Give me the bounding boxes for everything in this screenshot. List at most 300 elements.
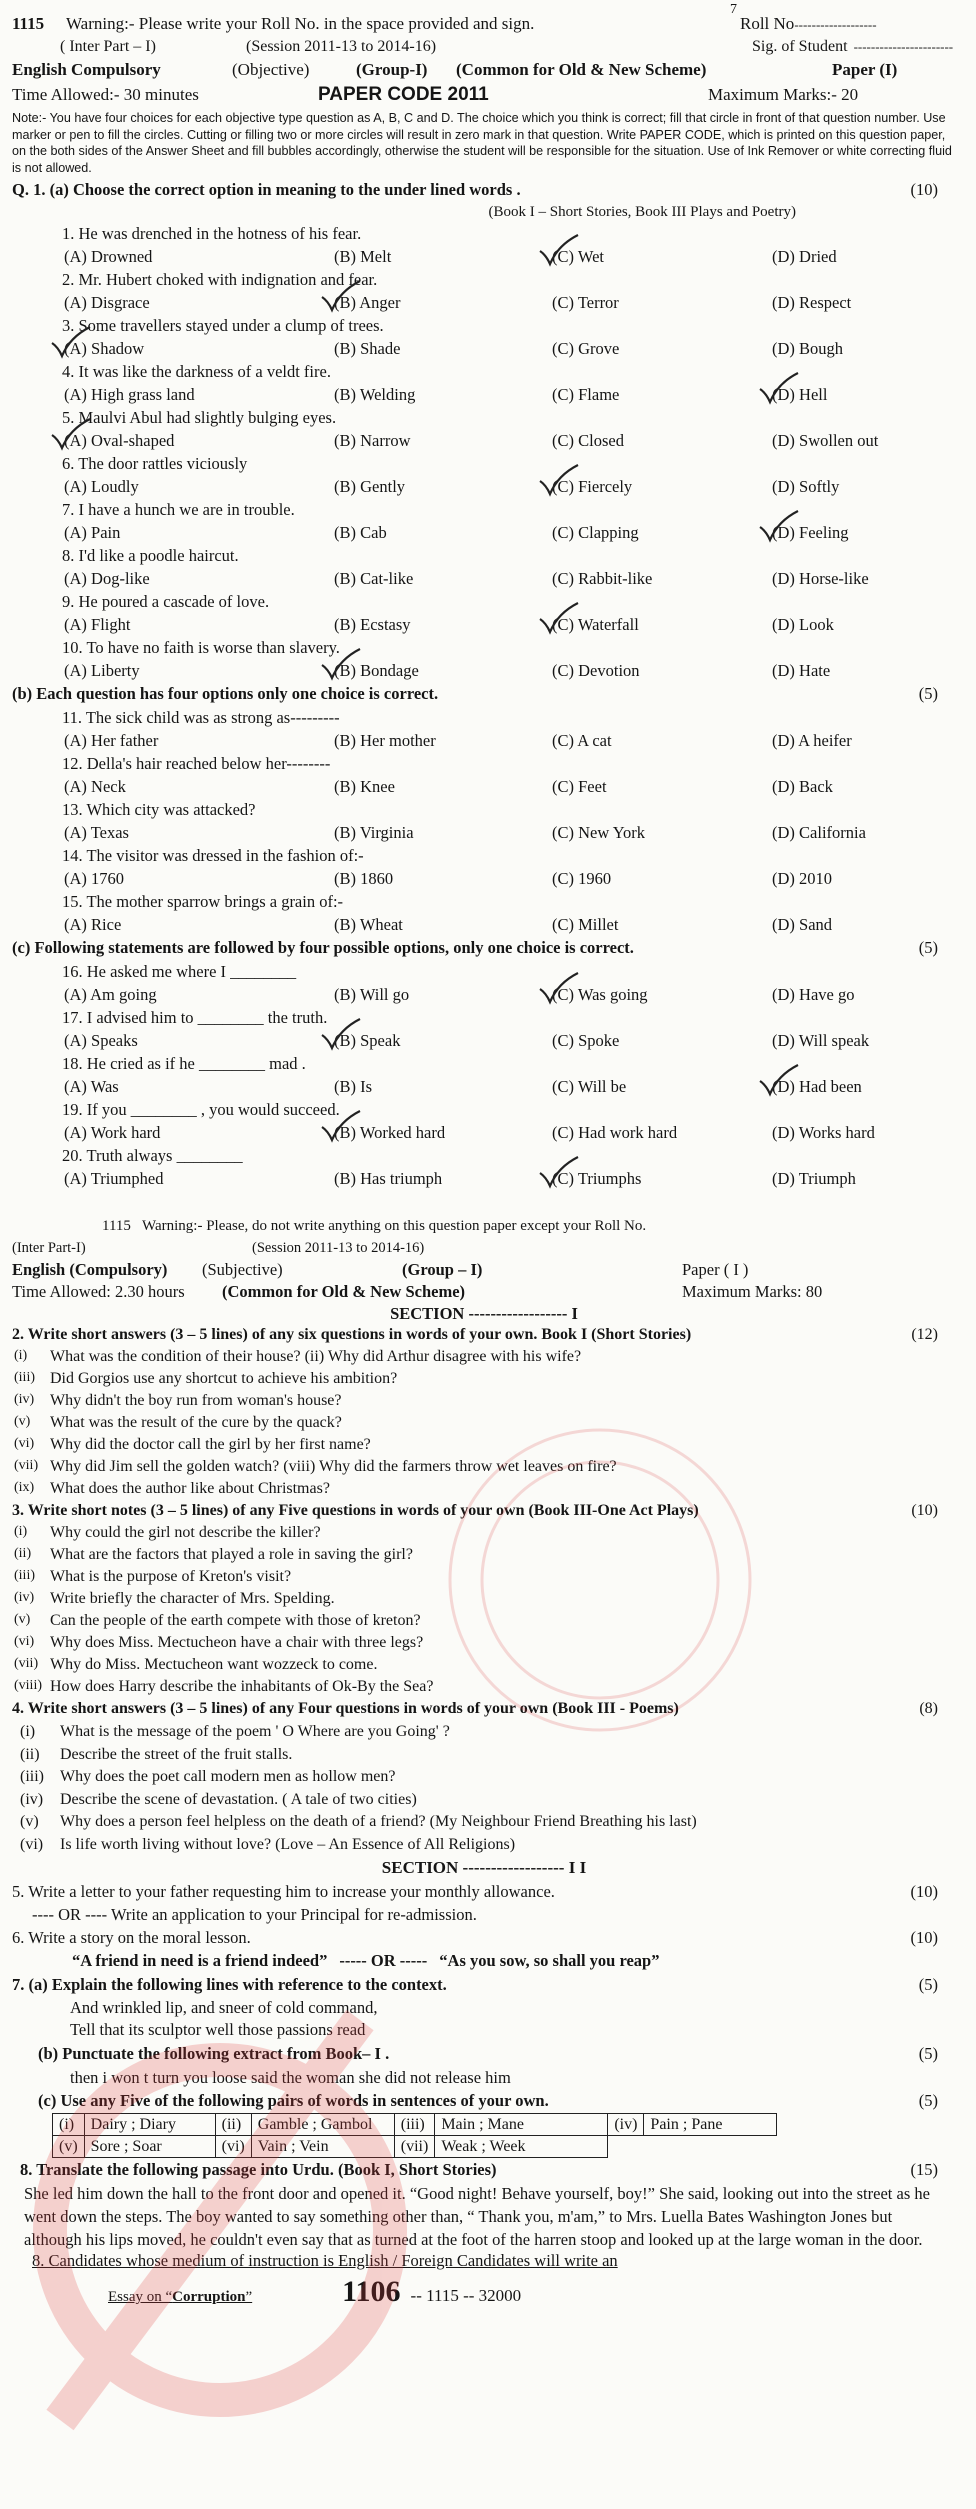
objective-header-line4 [12,84,956,108]
q7b-marks: (5) [918,2044,938,2063]
option-text: (A) Liberty [64,660,140,680]
options-row [12,777,956,801]
sub-question-number: (v) [14,1414,31,1429]
sub-question [12,1813,956,1836]
options-row [12,1031,956,1055]
option-text: (B) Narrow [334,430,411,450]
q6-or: ----- OR ----- [339,1951,428,1970]
option-d [772,1077,862,1097]
subjective-session: (Session 2011-13 to 2014-16) [252,1240,425,1256]
sub-question-text: Why did the doctor call the girl by her first name? [50,1436,371,1453]
option-c [552,615,639,635]
q5-marks: (10) [910,1882,938,1901]
option-a [64,985,157,1005]
sub-question-text: How does Harry describe the inhabitants of Ok-By the Sea? [50,1678,434,1695]
option-c [552,431,624,451]
option-text: (C) Devotion [552,660,640,680]
sub-question [12,1723,956,1746]
options-row [12,477,956,501]
option-b [334,777,395,797]
option-text: (A) Neck [64,776,126,796]
option-text: (C) Closed [552,430,624,450]
q2-heading-row [12,1326,956,1348]
maximum-marks: Maximum Marks:- 20 [708,85,859,104]
options-row [12,523,956,547]
pair-words: Gamble ; Gambol [251,2114,394,2136]
q6-moral-two: “As you sow, so shall you reap” [439,1951,660,1970]
option-text: (A) Oval-shaped [64,430,175,450]
option-text: (A) Loudly [64,476,139,496]
roll-no-label: Roll No [740,14,795,33]
options-row [12,339,956,363]
option-text: (A) Disgrace [64,292,150,312]
q8-passage: She led him down the hall to the front door and opened it. “Good night! Behave yourself, boy!” She said, looking out into the street as he went down the steps. The boy wanted to say something other than, “ Thank you, m'am,” to Mrs. Luella Bates Washington Jones but although his lips moved, he couldn't even say that as turned at the foot of the harren stoop and looked up at the large woman in the door. [24,2184,930,2249]
options-row [12,1123,956,1147]
question-stem: 3. Some travellers stayed under a clump of trees. [62,316,384,335]
q5-row [12,1882,956,1905]
sub-question-text: Why does a person feel helpless on the death of a friend? (My Neighbour Friend Breathing his last) [60,1813,697,1830]
q8-marks: (15) [910,2160,938,2179]
question-stem: 20. Truth always ________ [62,1146,243,1165]
q1b-question-list [12,708,956,938]
signature-blank: ----------------------- [853,39,954,54]
question-stem: 13. Which city was attacked? [62,800,256,819]
option-text: (A) High grass land [64,384,195,404]
subjective-warning: Warning:- Please, do not write anything on this question paper except your Roll No. [142,1218,647,1234]
option-b [334,477,405,497]
option-text: (A) Shadow [64,338,145,358]
option-d [772,869,832,889]
option-b [334,869,393,889]
option-text: (D) Triumph [772,1168,856,1188]
option-text: (B) Ecstasy [334,614,411,634]
option-text: (D) Look [772,614,834,634]
q7b-heading-row [12,2044,956,2068]
q7b-extract: then i won t turn you loose said the woman she did not release him [70,2068,511,2087]
option-d [772,777,833,797]
sub-question [12,1568,956,1590]
option-c [552,1169,641,1189]
sub-question-number: (iii) [14,1370,35,1385]
sub-question-number: (vi) [14,1634,35,1649]
q8-alternative: 8. Candidates whose medium of instruction is English / Foreign Candidates will write an [32,2251,618,2270]
option-c [552,1077,626,1097]
option-c [552,869,611,889]
option-d [772,385,827,405]
option-text: (C) Spoke [552,1030,620,1050]
pair-number: (iii) [394,2114,435,2136]
q1a-question-list [12,224,956,684]
sub-question-number: (ix) [14,1480,35,1495]
option-a [64,385,195,405]
options-row [12,569,956,593]
option-text: (D) A heifer [772,730,852,750]
option-text: (B) Anger [334,292,401,312]
sub-question [12,1791,956,1814]
option-text: (C) Triumphs [552,1168,642,1188]
paper-number: 1115 [12,14,45,33]
subjective-type: (Subjective) [202,1260,283,1279]
option-d [772,293,851,313]
section-two-heading: SECTION ------------------ I I [381,1858,587,1877]
q7a-heading: 7. (a) Explain the following lines with reference to the context. [12,1975,447,1994]
option-text: (B) Wheat [334,914,403,934]
sub-question-text: Describe the street of the fruit stalls. [60,1745,293,1763]
option-text: (B) Shade [334,338,401,358]
option-b [334,661,419,681]
pair-words: Weak ; Week [435,2136,608,2158]
q7a-heading-row [12,1975,956,1998]
sub-question-text: Can the people of the earth compete with those of kreton? [50,1612,421,1629]
sub-question-number: (iii) [20,1768,44,1785]
paper-label: Paper (I) [832,60,898,79]
option-a [64,1031,138,1051]
option-c [552,985,648,1005]
subjective-paper: Paper ( I ) [682,1260,749,1279]
sub-question-text: Write briefly the character of Mrs. Spelding. [50,1590,335,1607]
question-stem: 2. Mr. Hubert choked with indignation and fear. [62,270,378,289]
q3-marks: (10) [911,1502,938,1519]
sub-question-text: What was the condition of their house? (ii) Why did Arthur disagree with his wife? [50,1348,582,1365]
q7c-heading: (c) Use any Five of the following pairs of words in sentences of your own. [38,2091,549,2110]
option-text: (C) Fiercely [552,476,633,496]
q8-heading-row [12,2160,956,2182]
option-a [64,339,144,359]
sub-question-text: Why does Miss. Mectucheon have a chair with three legs? [50,1634,424,1651]
sub-question [12,1524,956,1546]
signature-label: Sig. of Student [752,38,848,55]
q6-morals-row [12,1951,956,1975]
option-d [772,615,834,635]
option-text: (B) Has triumph [334,1168,443,1188]
subjective-subject: English (Compulsory) [12,1260,168,1279]
question-stem: 1. He was drenched in the hotness of his fear. [62,224,362,243]
q3-heading: 3. Write short notes (3 – 5 lines) of any Five questions in words of your own (Book III-One Act Plays) [12,1502,699,1519]
option-text: (B) 1860 [334,868,394,888]
option-d [772,339,843,359]
option-d [772,985,854,1005]
essay-prefix: Essay on “ [108,2289,173,2305]
essay-suffix: ” [245,2289,253,2305]
question-stem: 14. The visitor was dressed in the fashion of:- [62,846,364,865]
word-pairs-row [53,2136,777,2158]
q1b-marks: (5) [918,684,938,703]
option-c [552,569,652,589]
option-a [64,247,152,267]
option-text: (D) Will speak [772,1030,870,1050]
q5-or-row [12,1905,956,1928]
option-b [334,293,400,313]
sub-question-number: (iv) [14,1590,35,1605]
option-text: (D) Works hard [772,1122,875,1142]
option-text: (A) Dog-like [64,568,150,588]
q1c-heading-row [12,938,956,962]
check-mark-icon [318,647,362,681]
roll-no-blank: ------------------- [794,17,877,32]
question-stem: 15. The mother sparrow brings a grain of:- [62,892,344,911]
option-text: (C) Clapping [552,522,639,542]
option-d [772,1031,869,1051]
sub-question [12,1392,956,1414]
q5-text: 5. Write a letter to your father requesting him to increase your monthly allowance. [12,1882,555,1901]
pair-number: (vi) [215,2136,251,2158]
subjective-header-line2 [12,1240,956,1260]
q8-heading: 8. Translate the following passage into Urdu. (Book I, Short Stories) [20,2160,497,2179]
option-a [64,1123,160,1143]
footer-code: 1106 [342,2275,401,2308]
option-text: (B) Will go [334,984,410,1004]
check-mark-icon [318,1017,362,1051]
sub-question [12,1678,956,1700]
option-text: (D) Horse-like [772,568,869,588]
option-text: (A) Drowned [64,246,153,266]
subjective-paper-number: 1115 [102,1218,131,1234]
sub-question [12,1458,956,1480]
q3-heading-row [12,1502,956,1524]
option-b [334,1031,400,1051]
q1c-question-list [12,962,956,1192]
q4-marks: (8) [919,1700,938,1717]
option-c [552,823,645,843]
q6-moral-one: “A friend in need is a friend indeed” [72,1951,328,1970]
option-text: (D) Sand [772,914,833,934]
sub-question [12,1656,956,1678]
option-text: (D) Have go [772,984,855,1004]
q1b-heading-row [12,684,956,708]
sub-question-text: Is life worth living without love? (Love – An Essence of All Religions) [60,1835,516,1853]
option-text: (A) Flight [64,614,131,634]
option-a [64,569,150,589]
option-b [334,1169,442,1189]
q7a-line-one: And wrinkled lip, and sneer of cold command, [70,1998,378,2017]
sub-question-number: (v) [20,1813,39,1830]
question-stem: 11. The sick child was as strong as--------- [62,708,340,727]
option-a [64,731,158,751]
option-d [772,523,849,543]
option-text: (D) 2010 [772,868,833,888]
option-a [64,777,126,797]
check-mark-icon [536,233,580,267]
q6-text: 6. Write a story on the moral lesson. [12,1928,251,1947]
word-pairs-table [52,2113,777,2158]
option-c [552,1031,619,1051]
option-text: (C) Feet [552,776,607,796]
option-a [64,523,120,543]
options-row [12,869,956,893]
pair-words: Sore ; Soar [84,2136,215,2158]
question-stem: 8. I'd like a poodle haircut. [62,546,239,565]
option-b [334,523,387,543]
pair-words: Dairy ; Diary [84,2114,215,2136]
option-d [772,915,832,935]
option-a [64,431,174,451]
paper-code: PAPER CODE 2011 [318,84,489,105]
check-mark-icon [536,1155,580,1189]
option-text: (C) A cat [552,730,612,750]
q1a-heading-row [12,180,956,204]
option-b [334,385,415,405]
option-c [552,385,619,405]
pair-number: (iv) [608,2114,644,2136]
q6-row [12,1928,956,1951]
option-text: (D) Dried [772,246,837,266]
option-b [334,339,400,359]
option-c [552,477,632,497]
group-label: (Group-I) [356,60,428,79]
options-row [12,731,956,755]
q2-question-list [12,1348,956,1502]
q1b-heading: (b) Each question has four options only one choice is correct. [12,684,439,703]
option-text: (A) 1760 [64,868,125,888]
subjective-max-marks: Maximum Marks: 80 [682,1282,823,1301]
option-b [334,823,414,843]
option-d [772,431,878,451]
option-text: (C) Wet [552,246,604,266]
q7c-heading-row [12,2091,956,2113]
options-row [12,615,956,639]
question-stem: 5. Maulvi Abul had slightly bulging eyes. [62,408,337,427]
sub-question-text: What is the purpose of Kreton's visit? [50,1568,292,1585]
options-row [12,293,956,317]
objective-header-line1 [12,2,956,38]
option-text: (C) Had work hard [552,1122,678,1142]
options-row [12,823,956,847]
option-d [772,731,852,751]
q1c-heading: (c) Following statements are followed by four possible options, only one choice is correct. [12,938,634,957]
sub-question-text: Why does the poet call modern men as hollow men? [60,1768,396,1785]
q7a-line-two: Tell that its sculptor well those passions read [70,2020,366,2039]
pair-number: (vii) [394,2136,435,2158]
subjective-header-line4 [12,1282,956,1304]
option-text: (C) Terror [552,292,619,312]
subjective-part: (Inter Part-I) [12,1240,86,1256]
q7b-heading: (b) Punctuate the following extract from Book– I . [38,2044,390,2063]
option-text: (C) 1960 [552,868,612,888]
option-c [552,915,618,935]
option-b [334,731,436,751]
option-text: (B) Cat-like [334,568,414,588]
q7c-marks: (5) [918,2091,938,2110]
option-text: (B) Melt [334,246,392,266]
option-text: (A) Was [64,1076,119,1096]
sub-question [12,1414,956,1436]
option-text: (C) Waterfall [552,614,639,634]
pair-number: (v) [53,2136,85,2158]
objective-header-line2 [12,38,956,60]
check-mark-icon [318,279,362,313]
word-pairs-row [53,2114,777,2136]
sub-question-number: (viii) [14,1678,42,1693]
sub-question [12,1746,956,1769]
q5-alternative: ---- OR ---- Write an application to your Principal for re-admission. [32,1905,477,1924]
subjective-time: Time Allowed: 2.30 hours [12,1282,185,1301]
subjective-header-line1 [12,1218,956,1240]
option-c [552,1123,677,1143]
sub-question-text: What was the result of the cure by the quack? [50,1414,342,1431]
q4-heading: 4. Write short answers (3 – 5 lines) of any Four questions in words of your own (Book III - Poems) [12,1700,679,1717]
instructions-note: Note:- You have four choices for each objective type question as A, B, C and D. The choice which you think is correct; fill that circle in front of that question number. Use marker or pen to fill the circles. Cutting or filling two or more circles will result in zero mark in that question. Write PAPER CODE, which is printed on this question paper, on the both sides of the Answer Sheet and fill bubbles accordingly, otherwise the student will be responsible for the situation. Use of Ink Remover or white correcting fluid is not allowed. [12,111,952,175]
question-stem: 6. The door rattles viciously [62,454,248,473]
time-allowed: Time Allowed:- 30 minutes [12,85,199,104]
options-row [12,985,956,1009]
sub-question-text: Why did Jim sell the golden watch? (viii) Why did the farmers throw wet leaves on fire? [50,1458,617,1475]
pair-words: Vain ; Vein [251,2136,394,2158]
option-a [64,869,124,889]
option-c [552,777,607,797]
option-text: (A) Texas [64,822,129,842]
sub-question-number: (ii) [14,1546,32,1561]
pair-words: Main ; Mane [435,2114,608,2136]
warning-text: Warning:- Please write your Roll No. in the space provided and sign. [66,14,535,33]
option-text: (C) Millet [552,914,619,934]
subjective-group: (Group – I) [402,1260,483,1279]
option-c [552,247,604,267]
option-text: (D) California [772,822,866,842]
option-c [552,339,619,359]
sub-question [12,1348,956,1370]
option-c [552,661,640,681]
q1c-marks: (5) [918,938,938,957]
sub-question-text: Did Gorgios use any shortcut to achieve his ambition? [50,1370,398,1387]
sub-question [12,1370,956,1392]
section-one-heading: SECTION ------------------ I [390,1304,578,1323]
session-label: (Session 2011-13 to 2014-16) [246,38,437,55]
sub-question [12,1768,956,1791]
sub-question-text: Describe the scene of devastation. ( A tale of two cities) [60,1790,417,1808]
scheme-label: (Common for Old & New Scheme) [456,60,707,79]
sub-question-text: Why didn't the boy run from woman's house? [50,1392,342,1409]
option-text: (D) Softly [772,476,840,496]
option-text: (B) Virginia [334,822,414,842]
check-mark-icon [48,325,92,359]
q4-question-list [12,1723,956,1858]
q1a-marks: (10) [910,180,938,199]
sub-question-number: (ii) [20,1745,40,1763]
check-mark-icon [756,509,800,543]
subjective-scheme: (Common for Old & New Scheme) [222,1282,466,1301]
footer-row [12,2275,956,2309]
option-text: (B) Worked hard [334,1122,446,1142]
option-text: (B) Is [334,1076,373,1096]
sub-question-number: (i) [14,1524,28,1539]
question-stem: 12. Della's hair reached below her-------- [62,754,331,773]
q2-heading: 2. Write short answers (3 – 5 lines) of any six questions in words of your own. Book I (Short Stories) [12,1326,692,1343]
check-mark-icon [756,1063,800,1097]
sub-question-number: (vii) [14,1656,39,1671]
question-stem: 9. He poured a cascade of love. [62,592,270,611]
option-d [772,823,866,843]
sub-question-number: (vi) [20,1835,44,1853]
sub-question [12,1590,956,1612]
q6-marks: (10) [910,1928,938,1947]
option-text: (C) Flame [552,384,620,404]
option-d [772,1123,875,1143]
q1a-heading: Q. 1. (a) Choose the correct option in meaning to the under lined words . [12,180,521,199]
q7a-marks: (5) [918,1975,938,1994]
essay-topic: Corruption [172,2289,246,2305]
sub-question [12,1480,956,1502]
sub-question-number: (iv) [20,1790,44,1808]
check-mark-icon [536,463,580,497]
options-row [12,915,956,939]
options-row [12,247,956,271]
option-b [334,1123,445,1143]
options-row [12,1169,956,1193]
option-c [552,523,639,543]
q4-heading-row [12,1700,956,1723]
pair-number: (ii) [215,2114,251,2136]
handwritten-roll-digit: 7 [730,2,737,17]
